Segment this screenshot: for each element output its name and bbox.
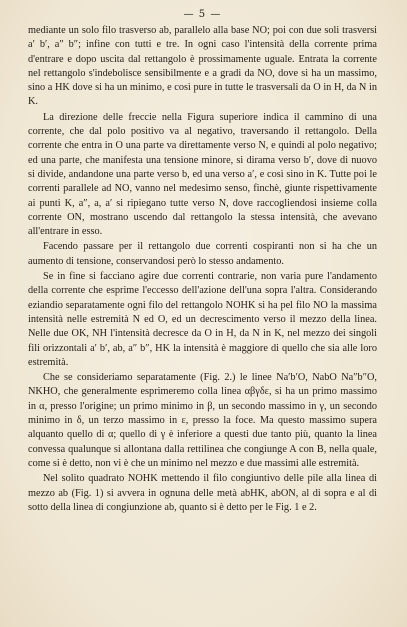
paragraph-3: Facendo passare per il rettangolo due correnti cospiranti non si ha che un aumento di tensione, conservandosi però lo stesso andamento.	[28, 241, 377, 267]
paragraph-1: mediante un solo filo trasverso ab, parallelo alla base NO; poi con due soli trasversi a′ b′, a″ b″; infine con tutti e tre. In ogni caso l'intensità della corrente prima d'entrare e dopo uscita dal rettangolo è prossimamente uguale. Entrata la corrente nel rettangolo s'indebolisce sensibilmente e a gradi da NO, dove si ha un massimo, sino a HK dove si ha un minimo, e così pure in tutte le trasversali da O in H, da N in K.	[28, 25, 377, 108]
paragraph-2: La direzione delle freccie nella Figura superiore indica il cammino di una corrente, che dal polo positivo va al negativo, traversando il rettangolo. Della corrente che entra in O una parte va direttamente verso N, e quindi al polo negativo; ed una parte, che manifesta una tensione minore, si dirama verso b′, dove di nuovo si divide, andandone una parte verso b, ed una verso a′, e così sino in K. Tutte poi le correnti parallele ad NO, vanno nel medesimo senso, finchè, giunte rispettivamente ai punti K, a″, a, a′ si ripiegano tutte verso N, dove raccogliendosi insieme colla corrente ON, mostrano uscendo dal rettangolo la stessa intensità, che avevano all'entrare in esso.	[28, 111, 377, 238]
paragraph-5: Che se consideriamo separatamente (Fig. 2.) le linee Na′b′O, NabO Na″b″O, NKHO, che generalmente esprimeremo colla linea αβγδε, si ha un primo massimo in α, presso l'origine; un primo minimo in β, un secondo massimo in γ, un secondo minimo in δ, un terzo massimo in ε, presso la foce. Ma questo massimo supera alquanto quello di α; quello di γ è inferiore a questi due tanto più, quanto la linea convessa qualunque si allontana dalla rettilinea che congiunge A con B, nella quale, come si è detto, non vi è che un minimo nel mezzo e due massimi alle estremità.	[28, 372, 377, 469]
paragraph-4: Se in fine si facciano agire due correnti contrarie, non varia pure l'andamento della corrente che esprime l'eccesso dell'azione dell'una sopra l'altra. Considerando eziandio separatamente ogni filo del rettangolo NOHK si ha pel filo NO la massima intensità nelle estremità N ed O, ed un decrescimento verso il mezzo della linea. Nelle due OK, NH l'intensità decresce da O in H, da N in K, nel mezzo dei singoli fili orizzontali a′ b′, ab, a″ b″, HK la intensità è maggiore di quello che sia alle loro estremità.	[28, 271, 377, 368]
page-number: — 5 —	[183, 9, 222, 20]
paragraph-6: Nel solito quadrato NOHK mettendo il filo congiuntivo delle pile alla linea di mezzo ab (Fig. 1) si avvera in ognuna delle metà abHK, abON, al di sopra e al di sotto della linea di congiunzione ab, quanto si è detto per le Fig. 1 e 2.	[28, 473, 377, 513]
